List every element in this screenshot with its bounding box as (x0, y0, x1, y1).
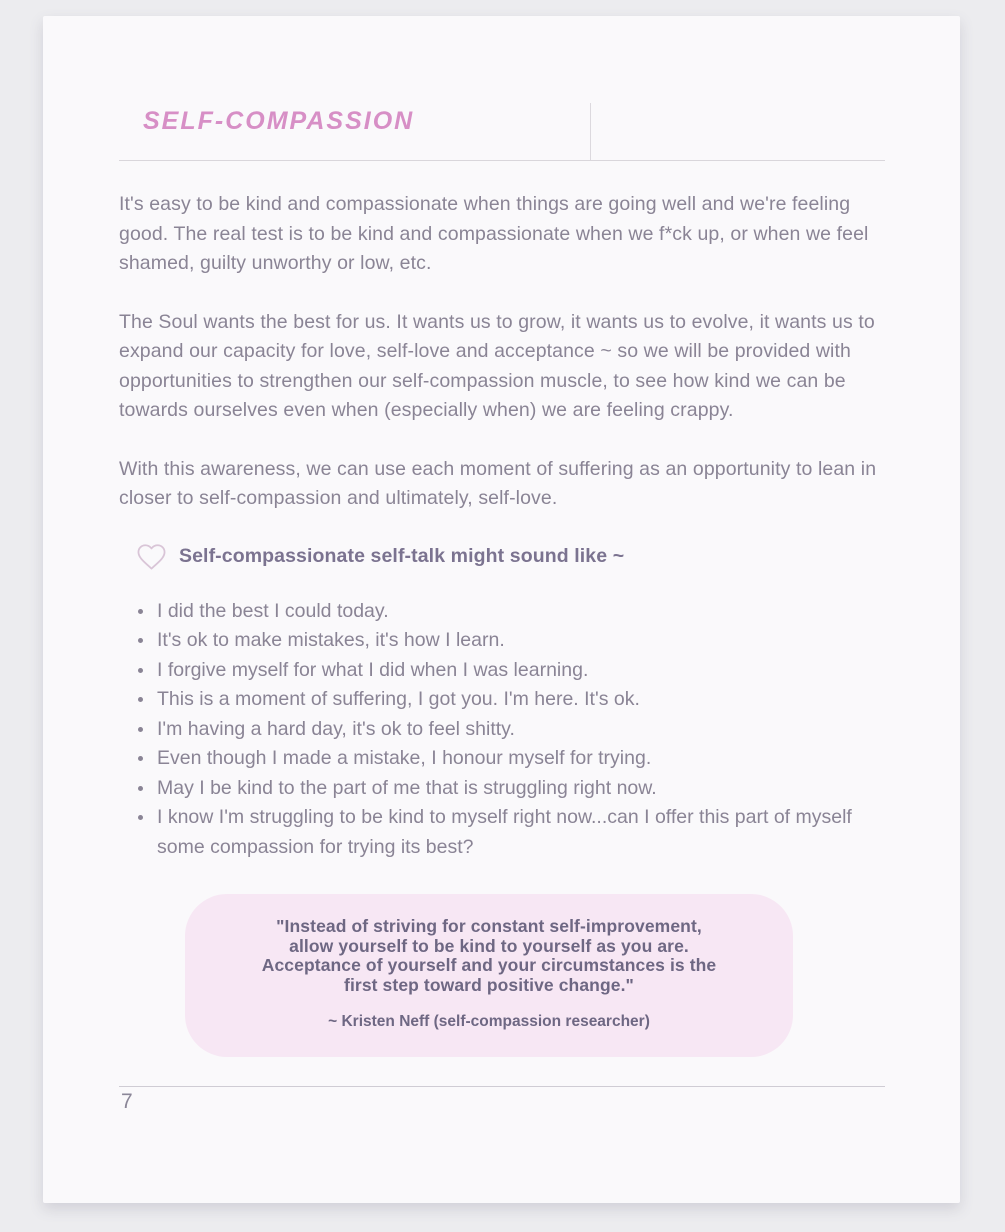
self-talk-list (119, 597, 885, 863)
page-content (43, 16, 960, 1203)
body-paragraph: With this awareness, we can use each moment of suffering as an opportunity to lean in closer to self-compassion and ultimately, self-love. (119, 457, 877, 509)
header-vertical-divider (590, 103, 591, 160)
quote-line: Acceptance of yourself and your circumstances is the (261, 955, 717, 975)
list-item: • I forgive myself for what I did when I was learning. (155, 656, 885, 686)
quote-attribution: ~ Kristen Neff (self-compassion researcher) (328, 1013, 650, 1030)
body-paragraph: It's easy to be kind and compassionate when things are going well and we're feeling good. The real test is to be kind and compassionate when we f*ck up, or when we feel shamed, guilty unworthy or low, etc. (119, 193, 869, 274)
list-item: • This is a moment of suffering, I got you. I'm here. It's ok. (155, 685, 885, 715)
list-heading-text: Self-compassionate self-talk might sound like ~ (179, 544, 625, 567)
list-item: • I'm having a hard day, it's ok to feel shitty. (155, 715, 885, 745)
list-item: • Even though I made a mistake, I honour myself for trying. (155, 744, 885, 774)
list-item: • It's ok to make mistakes, it's how I learn. (155, 626, 885, 656)
list-item: • I know I'm struggling to be kind to myself right now...can I offer this part of myself some compassion for trying its best? (155, 803, 885, 862)
quote-box (185, 894, 793, 1057)
document-page (43, 16, 960, 1203)
page-header (119, 16, 885, 161)
quote-line: first step toward positive change." (344, 974, 634, 995)
list-heading (135, 541, 885, 572)
list-item: • I did the best I could today. (155, 597, 885, 627)
heart-outline-icon (135, 541, 168, 572)
body-paragraph: The Soul wants the best for us. It wants us to grow, it wants us to evolve, it wants us to expand our capacity for love, self-love and acceptance ~ so we will be provided with opportunities to strengthen our self-compassion muscle, to see how kind we can be towards ourselves even when (especially when) we are feeling crappy. (119, 310, 875, 421)
list-item: • May I be kind to the part of me that is struggling right now. (155, 774, 885, 804)
page-footer (119, 1086, 885, 1114)
page-title: SELF-COMPASSION (143, 107, 415, 135)
quote-line: allow yourself to be kind to yourself as you are. (289, 935, 689, 956)
quote-line: "Instead of striving for constant self-improvement, (276, 916, 702, 936)
page-number: 7 (121, 1090, 133, 1113)
